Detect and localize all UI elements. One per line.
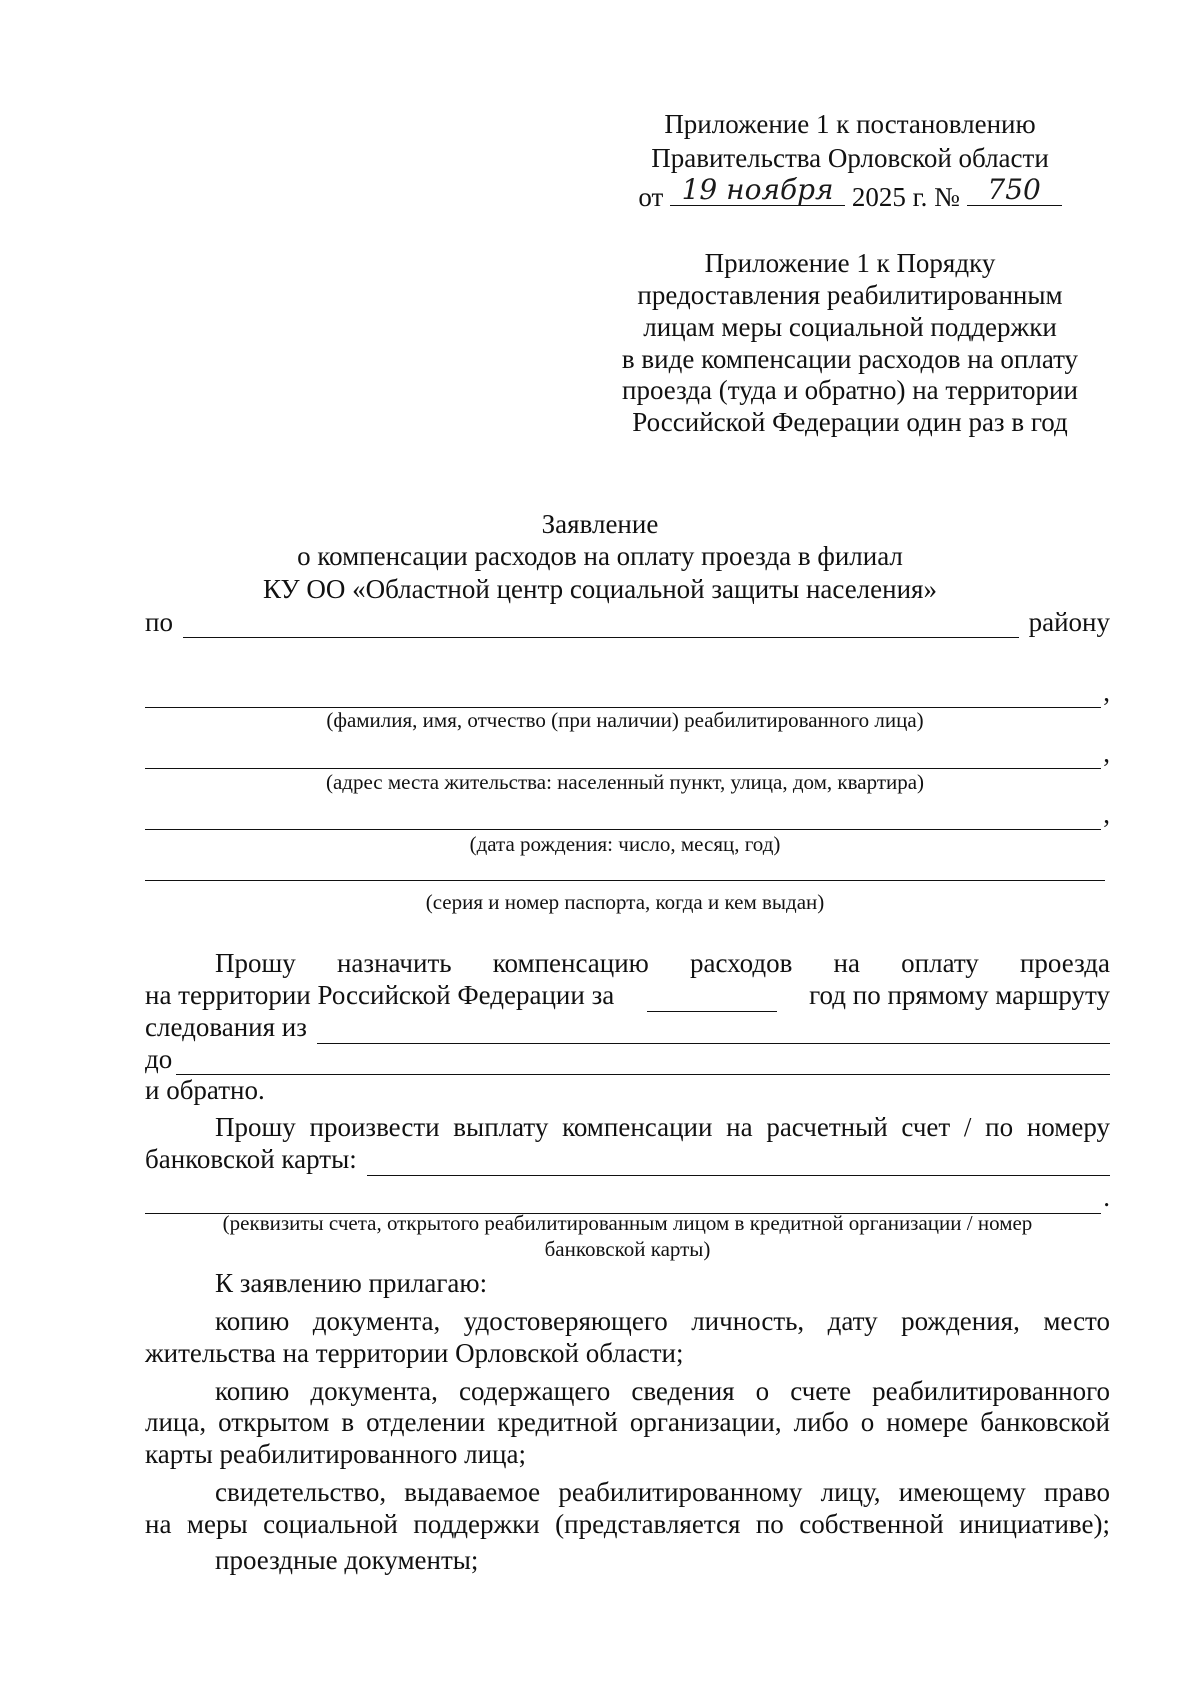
birth-input[interactable] [145,805,1101,830]
card-period: . [1103,1181,1110,1212]
appendix-procedure-line: лицам меры социальной поддержки [643,311,1057,342]
appendix-procedure-line: в виде компенсации расходов на оплату [621,343,1079,374]
request-word: назначить [336,948,452,978]
title-line2: о компенсации расходов на оплату проезда в филиал [297,541,903,572]
title-line3: КУ ОО «Областной центр социальной защиты населения» [263,573,937,604]
request-word: оплату [901,948,979,978]
payment-paragraph [145,1112,1110,1214]
route-from-row [145,1012,1110,1044]
attachment-item3-line2: на меры социальной поддержки (представляется по собственной инициативе); [145,1509,1110,1540]
attachment-item4: проездные документы; [215,1544,479,1575]
appendix-resolution-line2: Правительства Орловской области [651,143,1049,174]
route-to-row [145,1044,1110,1076]
district-row [145,606,1110,638]
appendix-resolution-block [560,108,1140,213]
resolution-date-line [560,173,1140,213]
handwritten-number: 750 [987,173,1041,207]
attachment-item1-line2: жительства на территории Орловской области; [145,1337,684,1368]
year-number-text: 2025 г. № [851,181,960,212]
title-line1: Заявление [541,509,659,539]
appendix-procedure-line: предоставления реабилитированным [637,279,1063,310]
card-caption [145,1210,1110,1263]
appendix-procedure-line: проезда (туда и обратно) на территории [622,375,1078,406]
address-row [145,737,1110,769]
card-row [145,1144,1110,1176]
attachments-heading: К заявлению прилагаю: [215,1268,488,1298]
fio-row [145,676,1110,708]
request-line1 [145,948,1110,980]
route-from-prefix: следования из [145,1011,307,1042]
return-text: и обратно. [145,1075,265,1106]
attachment-item2-line1: копию документа, содержащего сведения о счете реабилитированного [215,1375,1110,1406]
attachment-item2-line3: карты реабилитированного лица; [145,1439,526,1470]
attachment-item2-line2: лица, открытом в отделении кредитной организации, либо о номере банковской [145,1407,1110,1438]
card-row2 [145,1182,1110,1214]
birth-caption: (дата рождения: число, месяц, год) [469,832,781,856]
request-word: компенсацию [492,948,649,978]
passport-input[interactable] [145,880,1105,881]
route-to-input[interactable] [176,1050,1110,1075]
year-input[interactable] [647,987,777,1012]
district-suffix: району [1028,607,1110,637]
address-caption: (адрес места жительства: населенный пункт, улица, дом, квартира) [325,770,925,794]
number-field [967,173,1062,207]
fio-caption: (фамилия, имя, отчество (при наличии) реабилитированного лица) [326,708,924,732]
appendix-resolution-line1: Приложение 1 к постановлению [664,109,1036,139]
attachment-item1-line1: копию документа, удостоверяющего личность, дату рождения, место [215,1305,1110,1336]
appendix-procedure-line: Приложение 1 к Порядку [704,248,996,278]
request-word: расходов [690,948,793,978]
district-input[interactable] [183,613,1019,638]
route-from-input[interactable] [317,1019,1110,1044]
year-prefix: на территории Российской Федерации за [145,979,615,1010]
fio-comma: , [1103,677,1110,707]
request-word: на [833,948,860,978]
birth-row [145,798,1110,830]
attachments-section [145,1268,1110,1577]
appendix-procedure-block [560,248,1140,439]
passport-caption: (серия и номер паспорта, когда и кем выдан) [425,890,825,914]
card-prefix: банковской карты: [145,1143,357,1174]
payment-line1: Прошу произвести выплату компенсации на расчетный счет / по номеру [215,1112,1110,1142]
birth-comma: , [1103,799,1110,829]
address-comma: , [1103,738,1110,768]
request-word: Прошу [215,948,296,978]
request-word: проезда [1019,948,1110,978]
card-input[interactable] [367,1151,1110,1176]
attachment-item3-line1: свидетельство, выдаваемое реабилитированному лицу, имеющему право [215,1477,1110,1508]
document-title [140,508,1060,605]
card-caption-line1: (реквизиты счета, открытого реабилитированным лицом в кредитной организации / номер [222,1211,1033,1235]
year-suffix: год по прямому маршруту [809,979,1110,1010]
request-line2 [145,980,1110,1012]
appendix-procedure-line: Российской Федерации один раз в год [632,407,1068,438]
handwritten-date: 19 ноября [681,173,834,207]
date-field [670,173,845,207]
request-paragraph [145,948,1110,1107]
date-prefix: от [638,181,664,212]
district-prefix: по [145,607,173,637]
card-caption-line2: банковской карты) [544,1237,711,1262]
route-to-prefix: до [145,1043,173,1074]
address-input[interactable] [145,744,1101,769]
fio-input[interactable] [145,683,1101,708]
